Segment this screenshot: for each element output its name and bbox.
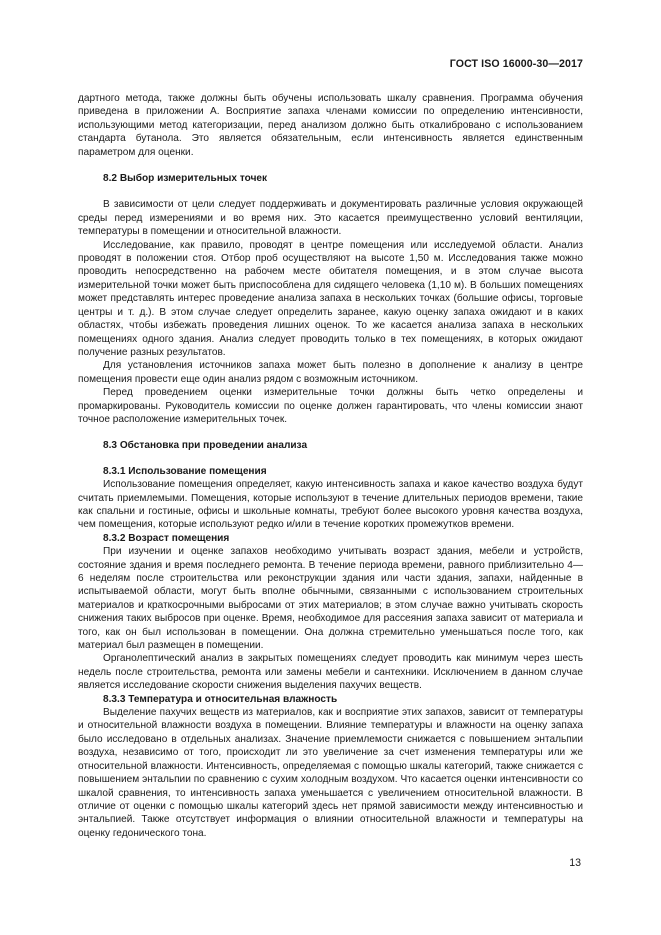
- section-8-3-heading: 8.3 Обстановка при проведении анализа: [103, 440, 308, 452]
- section-8-2-paragraph-1: В зависимости от цели следует поддерживать и документировать различные условия окружающей среды перед измерениями и во время них. Это касается преимущественно условий вентиляции, температуры в помещении и относительной влажности.: [78, 199, 583, 238]
- page-number: 13: [569, 857, 581, 869]
- intro-paragraph: дартного метода, также должны быть обучены использовать шкалу сравнения. Программа обучения приведена в приложении А. Восприятие запаха членами комиссии по определению интенсивности, использующими метод категоризации, перед анализом должно быть откалибровано с использованием стандарта бутанола. Это является обязательным, если интенсивность является единственным параметром для оценки.: [78, 93, 583, 158]
- section-8-3-2-paragraph-2: Органолептический анализ в закрытых помещениях следует проводить как минимум через шесть недель после строительства, ремонта или замены мебели и сантехники. Исключением в данном случае является исследование скорости снижения выделения пахучих веществ.: [78, 653, 583, 692]
- standard-header: ГОСТ ISO 16000-30—2017: [449, 58, 583, 70]
- section-8-2-heading: 8.2 Выбор измерительных точек: [103, 173, 268, 185]
- section-8-3-3-heading: 8.3.3 Температура и относительная влажность: [103, 693, 338, 705]
- section-8-3-1-paragraph-1: Использование помещения определяет, какую интенсивность запаха и какое качество воздуха будут считать приемлемыми. Помещения, которые используют в течение длительных периодов времени, такие как спальни и гостиные, офисы и школьные комнаты, требуют более высокого уровня качества воздуха, чем помещения, которые используют редко и/или в течение коротких промежутков времени.: [78, 479, 583, 531]
- section-8-3-1-heading: 8.3.1 Использование помещения: [103, 465, 267, 477]
- section-8-2-paragraph-3: Для установления источников запаха может быть полезно в дополнение к анализу в центре помещения провести еще один анализ рядом с возможным источником.: [78, 360, 583, 385]
- section-8-3-2-heading: 8.3.2 Возраст помещения: [103, 532, 230, 544]
- document-body: [78, 92, 583, 840]
- section-8-3-3-paragraph-1: Выделение пахучих веществ из материалов, как и восприятие этих запахов, зависит от температуры и относительной влажности воздуха в помещении. Влияние температуры и влажности на оценку запаха было исследовано в отдельных анализах. Значение приемлемости снижается с повышением энтальпии воздуха, независимо от того, происходит ли это увеличение за счет изменения температуры или же относительной влажности. Интенсивность, определяемая с помощью шкалы категорий, также снижается с повышением энтальпии по сравнению с сухим холодным воздухом. Что касается оценки интенсивности со шкалой сравнения, то интенсивность запаха уменьшается с увеличением относительной влажности. В отличие от оценки с помощью шкалы категорий здесь нет прямой зависимости между интенсивностью и энтальпией. Также отсутствует информация о влиянии относительной влажности и температуры на оценку гедонического тона.: [78, 707, 583, 839]
- section-8-3-2-paragraph-1: При изучении и оценке запахов необходимо учитывать возраст здания, мебели и устройств, состояние здания и время последнего ремонта. В течение периода времени, равного приблизительно 4—6 неделям после строительства или реконструкции здания или части здания, запахи, найденные в испытываемой области, могут быть вполне обычными, связанными с использованием строительных материалов и краткосрочными выбросами от этих материалов; в этом случае важно учитывать скорость снижения таких выбросов при оценке. Время, необходимое для рассеяния запаха зависит от материала и того, как он был использован в помещении. Она должна стремительно уменьшаться после того, как материал был размещен в помещении.: [78, 546, 583, 652]
- section-8-2-paragraph-2: Исследование, как правило, проводят в центре помещения или исследуемой области. Анализ проводят в положении стоя. Отбор проб осуществляют на высоте 1,50 м. Исследования также можно проводить непосредственно на рабочем месте обитателя помещения, и в этом случае высота измерительной точки может быть приспособлена для сидящего человека (1,10 м). В больших помещениях может представлять интерес проведение анализа запаха в нескольких точках (большие офисы, торговые центры и т. д.). В этом случае следует определить заранее, какую оценку запаха ожидают и в каких областях, чтобы избежать проведения лишних оценок. То же касается анализа запаха в нескольких помещениях одного здания. Анализ следует проводить только в тех помещениях, в которых ожидают получение разных результатов.: [78, 239, 583, 358]
- section-8-2-paragraph-4: Перед проведением оценки измерительные точки должны быть четко определены и промаркированы. Руководитель комиссии по оценке должен гарантировать, что члены комиссии знают точное расположение измерительных точек.: [78, 387, 583, 425]
